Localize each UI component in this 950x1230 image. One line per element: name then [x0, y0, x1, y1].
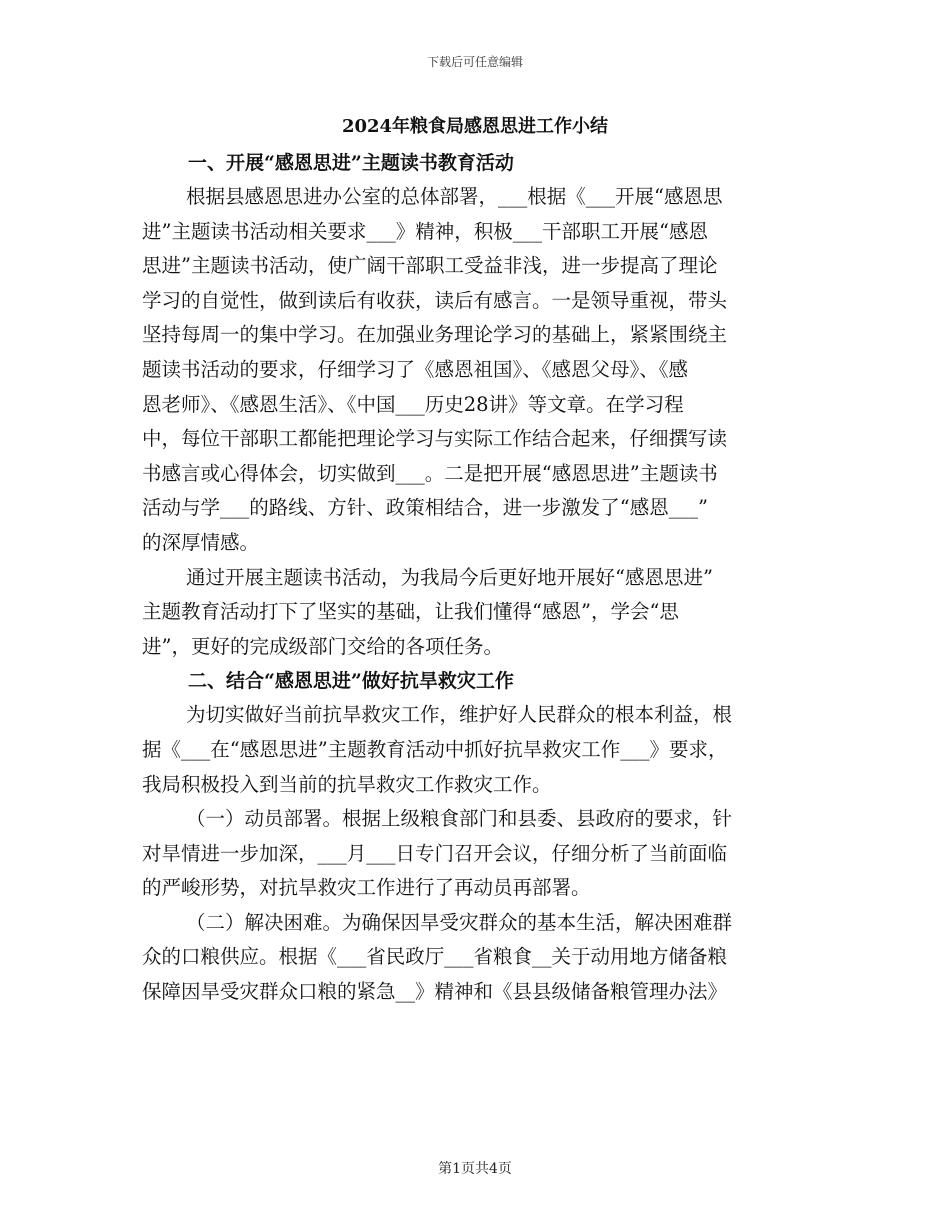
paragraph-line: 题读书活动的要求，仔细学习了《感恩祖国》、《感恩父母》、《感	[142, 357, 689, 381]
paragraph-line: 的严峻形势，对抗旱救灾工作进行了再动员再部署。	[142, 876, 591, 900]
page-header-note: 下载后可任意编辑	[426, 55, 523, 69]
paragraph-line: 的深厚情感。	[142, 530, 260, 554]
paragraph-line: 据《___在“感恩思进”主题教育活动中抓好抗旱救灾工作___》要求，	[142, 737, 728, 761]
paragraph-line: 对旱情进一步加深，___月___日专门召开会议，仔细分析了当前面临	[142, 841, 728, 865]
paragraph	[142, 561, 810, 665]
paragraph	[142, 180, 810, 561]
paragraph-line: （二）解决困难。为确保因旱受灾群众的基本生活，解决困难群	[186, 910, 733, 934]
page-footer: 第1页共4页	[438, 1161, 512, 1177]
paragraph-line: 通过开展主题读书活动，为我局今后更好地开展好“感恩思进”	[186, 565, 713, 589]
paragraph-line: 思进”主题读书活动，使广阔干部职工受益非浅，进一步提高了理论	[142, 254, 718, 278]
paragraph	[142, 802, 810, 906]
paragraph-line: 活动与学___的路线、方针、政策相结合，进一步激发了“感恩___”	[142, 496, 708, 520]
paragraph-line: 进”主题读书活动相关要求___》精神，积极___干部职工开展“感恩	[142, 219, 708, 243]
paragraph-line: 根据县感恩思进办公室的总体部署，___根据《___开展“感恩思	[186, 185, 723, 208]
paragraph-line: 学习的自觉性，做到读后有收获，读后有感言。一是领导重视，带头	[142, 288, 728, 312]
paragraph-line: 主题教育活动打下了坚实的基础，让我们懂得“感恩”，学会“思	[142, 600, 679, 624]
paragraph-line: 书感言或心得体会，切实做到___。二是把开展“感恩思进”主题读书	[142, 461, 718, 485]
paragraph	[142, 698, 810, 802]
paragraph-line: 为切实做好当前抗旱救灾工作，维护好人民群众的根本利益，根	[186, 703, 733, 727]
document-body	[142, 146, 810, 1010]
paragraph-line: 中，每位干部职工都能把理论学习与实际工作结合起来，仔细撰写读	[142, 427, 728, 451]
paragraph-line: 我局积极投入到当前的抗旱救灾工作救灾工作。	[142, 772, 552, 796]
paragraph	[142, 906, 810, 1010]
paragraph-line: 众的口粮供应。根据《___省民政厅___省粮食__关于动用地方储备粮	[142, 945, 728, 969]
paragraph-line: 进”，更好的完成级部门交给的各项任务。	[142, 634, 503, 658]
paragraph-line: （一）动员部署。根据上级粮食部门和县委、县政府的要求，针	[186, 807, 733, 831]
document-title: 2024年粮食局感恩思进工作小结	[341, 116, 609, 137]
paragraph-line: 保障因旱受灾群众口粮的紧急__》精神和《县县级储备粮管理办法》	[142, 980, 728, 1004]
paragraph-line: 坚持每周一的集中学习。在加强业务理论学习的基础上，紧紧围绕主	[142, 323, 728, 347]
paragraph-line: 恩老师》、《感恩生活》、《中国___历史28讲》等文章。在学习程	[142, 392, 684, 416]
section-heading: 一、开展“感恩思进”主题读书教育活动	[188, 152, 514, 174]
section-heading: 二、结合“感恩思进”做好抗旱救灾工作	[188, 670, 514, 693]
